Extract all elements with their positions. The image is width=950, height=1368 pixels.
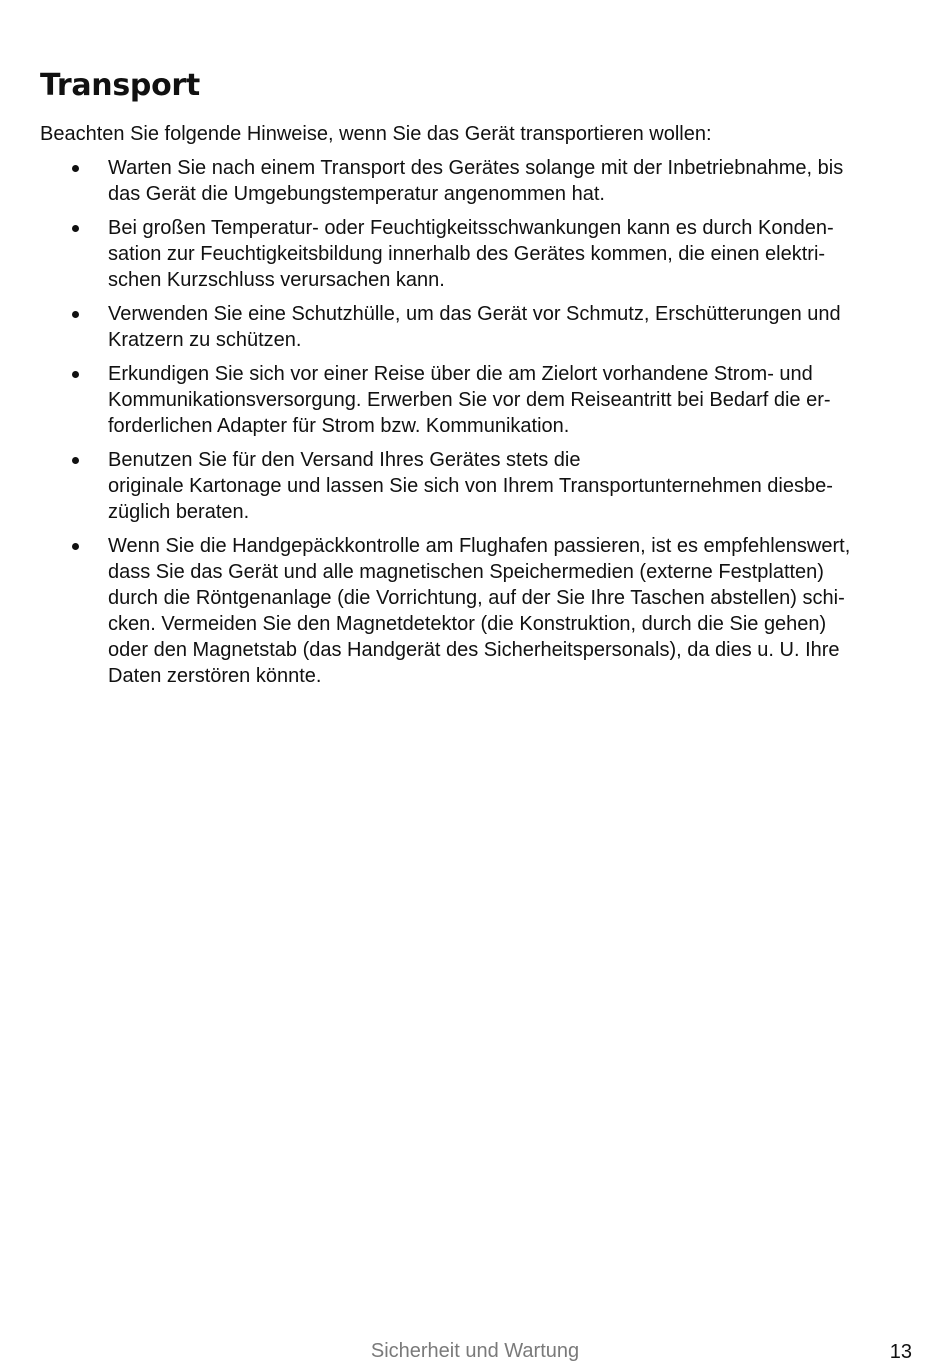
bullet-icon: [72, 457, 79, 464]
list-item-line: Wenn Sie die Handgepäckkontrolle am Flughafen passieren, ist es empfehlenswert,: [108, 535, 851, 557]
bullet-icon: [72, 311, 79, 318]
bullet-icon: [72, 371, 79, 378]
list-item: [0, 533, 950, 689]
list-item-line: Verwenden Sie eine Schutzhülle, um das Gerät vor Schmutz, Erschütterungen und: [108, 303, 841, 325]
list-item: [0, 301, 950, 353]
list-item-line: forderlichen Adapter für Strom bzw. Kommunikation.: [108, 415, 570, 437]
list-item-line: züglich beraten.: [108, 501, 250, 523]
list-item-line: Erkundigen Sie sich vor einer Reise über die am Zielort vorhandene Strom- und: [108, 363, 813, 385]
list-item: [0, 447, 950, 525]
intro-paragraph: Beachten Sie folgende Hinweise, wenn Sie das Gerät transportieren wollen:: [40, 123, 712, 145]
list-item-line: cken. Vermeiden Sie den Magnetdetektor (die Konstruktion, durch die Sie gehen): [108, 613, 827, 635]
section-heading: Transport: [40, 68, 200, 103]
list-item-line: oder den Magnetstab (das Handgerät des Sicherheitspersonals), da dies u. U. Ihre: [108, 639, 840, 661]
transport-bullet-list: [0, 155, 950, 697]
list-item-line: dass Sie das Gerät und alle magnetischen Speichermedien (externe Festplatten): [108, 561, 824, 583]
list-item-line: Benutzen Sie für den Versand Ihres Gerätes stets die: [108, 449, 581, 471]
list-item-line: Kratzern zu schützen.: [108, 329, 302, 351]
list-item-line: sation zur Feuchtigkeitsbildung innerhalb des Gerätes kommen, die einen elektri-: [108, 243, 826, 265]
bullet-icon: [72, 543, 79, 550]
page-number: 13: [889, 1341, 912, 1363]
list-item-line: Kommunikationsversorgung. Erwerben Sie vor dem Reiseantritt bei Bedarf die er-: [108, 389, 831, 411]
list-item-line: Warten Sie nach einem Transport des Gerätes solange mit der Inbetriebnahme, bis: [108, 157, 844, 179]
list-item-line: Bei großen Temperatur- oder Feuchtigkeitsschwankungen kann es durch Konden-: [108, 217, 834, 239]
list-item-line: schen Kurzschluss verursachen kann.: [108, 269, 445, 291]
list-item: [0, 155, 950, 207]
bullet-icon: [72, 225, 79, 232]
list-item-line: originale Kartonage und lassen Sie sich von Ihrem Transportunternehmen diesbe-: [108, 475, 833, 497]
bullet-icon: [72, 165, 79, 172]
footer-chapter-title: Sicherheit und Wartung: [370, 1340, 580, 1362]
list-item-line: durch die Röntgenanlage (die Vorrichtung, auf der Sie Ihre Taschen abstellen) schi-: [108, 587, 845, 609]
list-item-line: das Gerät die Umgebungstemperatur angenommen hat.: [108, 183, 605, 205]
list-item-line: Daten zerstören könnte.: [108, 665, 322, 687]
list-item: [0, 361, 950, 439]
list-item: [0, 215, 950, 293]
